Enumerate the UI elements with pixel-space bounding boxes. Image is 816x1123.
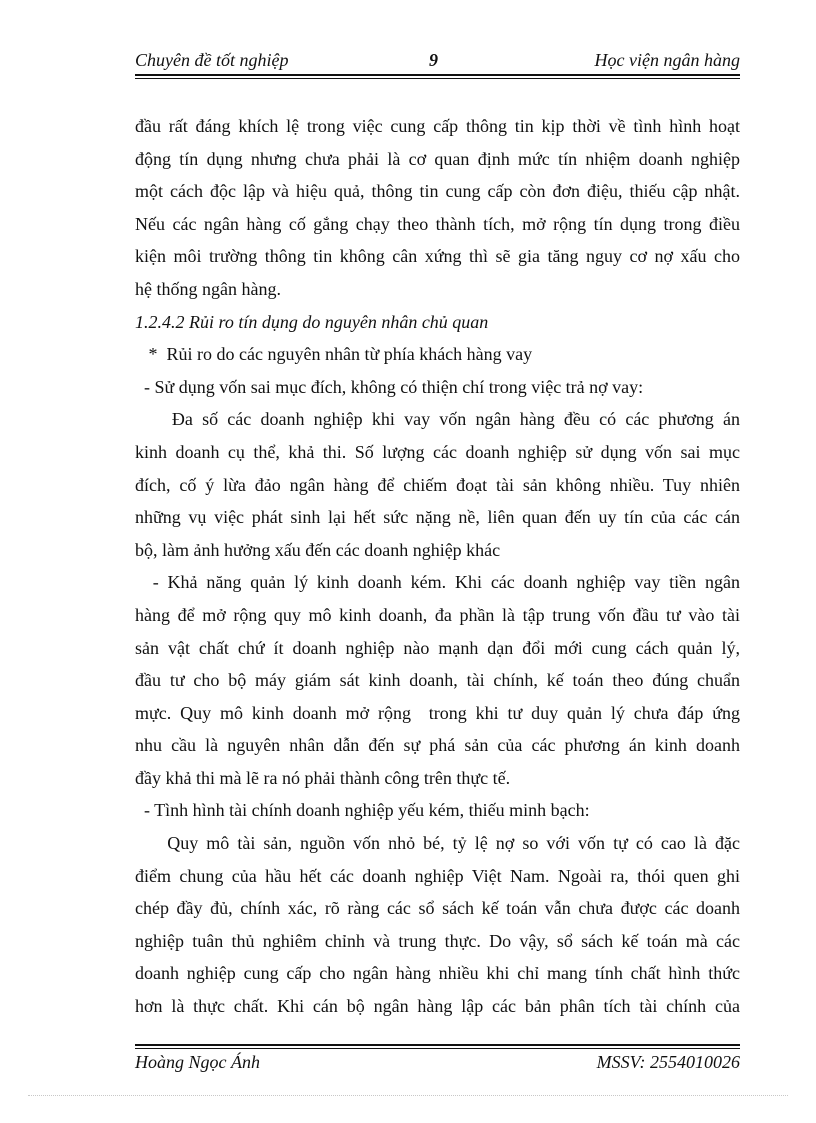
body-line: doanh nghiệp cung cấp cho ngân hàng nhiều khi chỉ mang tính chất hình thức — [135, 963, 740, 984]
dash-heading: - Khả năng quản lý kinh doanh kém. Khi các doanh nghiệp vay tiền ngân — [135, 572, 740, 593]
header-rule-thin — [135, 78, 740, 79]
body-line: Đa số các doanh nghiệp khi vay vốn ngân hàng đều có các phương án — [135, 409, 740, 430]
footer-rule-thin — [135, 1048, 740, 1049]
page-boundary-line — [28, 1095, 788, 1096]
body-line: một cách độc lập và hiệu quả, thông tin cung cấp còn đơn điệu, thiếu cập nhật. — [135, 181, 740, 202]
page-body — [135, 110, 740, 1023]
body-line: nhu cầu là nguyên nhân dẫn đến sự phá sản của các phương án kinh doanh — [135, 735, 740, 756]
body-line: hệ thống ngân hàng. — [135, 278, 281, 299]
body-line: đích, cố ý lừa đảo ngân hàng để chiếm đoạt tài sản không nhiều. Tuy nhiên — [135, 474, 740, 495]
body-line: chép đầy đủ, chính xác, rõ ràng các sổ sách kế toán vẫn chưa được các doanh — [135, 898, 740, 919]
body-line: mực. Quy mô kinh doanh mở rộng trong khi tư duy quản lý chưa đáp ứng — [135, 702, 740, 723]
body-line: điểm chung của hầu hết các doanh nghiệp Việt Nam. Ngoài ra, thói quen ghi — [135, 865, 740, 886]
header-institution: Học viện ngân hàng — [594, 50, 740, 70]
page-footer — [135, 1052, 740, 1078]
footer-rule-thick — [135, 1044, 740, 1046]
page-header — [135, 46, 740, 74]
body-line: nghiệp tuân thủ nghiêm chỉnh và trung thực. Do vậy, sổ sách kế toán mà các — [135, 930, 740, 951]
body-line: hơn là thực chất. Khi cán bộ ngân hàng lập các bản phân tích tài chính của — [135, 996, 740, 1017]
body-line: đầu tư cho bộ máy giám sát kinh doanh, tài chính, kế toán theo đúng chuẩn — [135, 670, 740, 691]
body-line: động tín dụng nhưng chưa phải là cơ quan định mức tín nhiệm doanh nghiệp — [135, 148, 740, 169]
footer-student-id: MSSV: 2554010026 — [596, 1052, 740, 1072]
body-line: đầu rất đáng khích lệ trong việc cung cấp thông tin kịp thời về tình hình hoạt — [135, 116, 740, 136]
body-line: bộ, làm ảnh hưởng xấu đến các doanh nghiệp khác — [135, 539, 501, 560]
footer-author: Hoàng Ngọc Ánh — [135, 1052, 260, 1072]
body-line: kinh doanh cụ thể, khả thi. Số lượng các doanh nghiệp sử dụng vốn sai mục — [135, 441, 740, 462]
header-document-title: Chuyên đề tốt nghiệp — [135, 50, 289, 70]
dash-heading: - Tình hình tài chính doanh nghiệp yếu kém, thiếu minh bạch: — [135, 800, 590, 821]
body-line: sản vật chất chứ ít doanh nghiệp nào mạnh dạn đổi mới cung cách quản lý, — [135, 637, 740, 658]
header-page-number: 9 — [429, 50, 438, 70]
header-rule-thick — [135, 74, 740, 76]
bullet-heading: * Rủi ro do các nguyên nhân từ phía khách hàng vay — [135, 344, 533, 365]
body-line: kiện môi trường thông tin không cân xứng thì sẽ gia tăng nguy cơ nợ xấu cho — [135, 246, 740, 267]
body-line: hàng để mở rộng quy mô kinh doanh, đa phần là tập trung vốn đầu tư vào tài — [135, 604, 740, 625]
body-line: Nếu các ngân hàng cố gắng chạy theo thành tích, mở rộng tín dụng trong điều — [135, 213, 740, 234]
body-line: Quy mô tài sản, nguồn vốn nhỏ bé, tỷ lệ nợ so với vốn tự có cao là đặc — [135, 833, 740, 854]
body-line: đầy khả thi mà lẽ ra nó phải thành công trên thực tế. — [135, 767, 511, 788]
dash-heading: - Sử dụng vốn sai mục đích, không có thiện chí trong việc trả nợ vay: — [135, 376, 644, 397]
section-heading: 1.2.4.2 Rủi ro tín dụng do nguyên nhân chủ quan — [135, 311, 489, 332]
body-line: những vụ việc phát sinh lại hết sức nặng nề, liên quan đến uy tín của các cán — [135, 507, 740, 528]
